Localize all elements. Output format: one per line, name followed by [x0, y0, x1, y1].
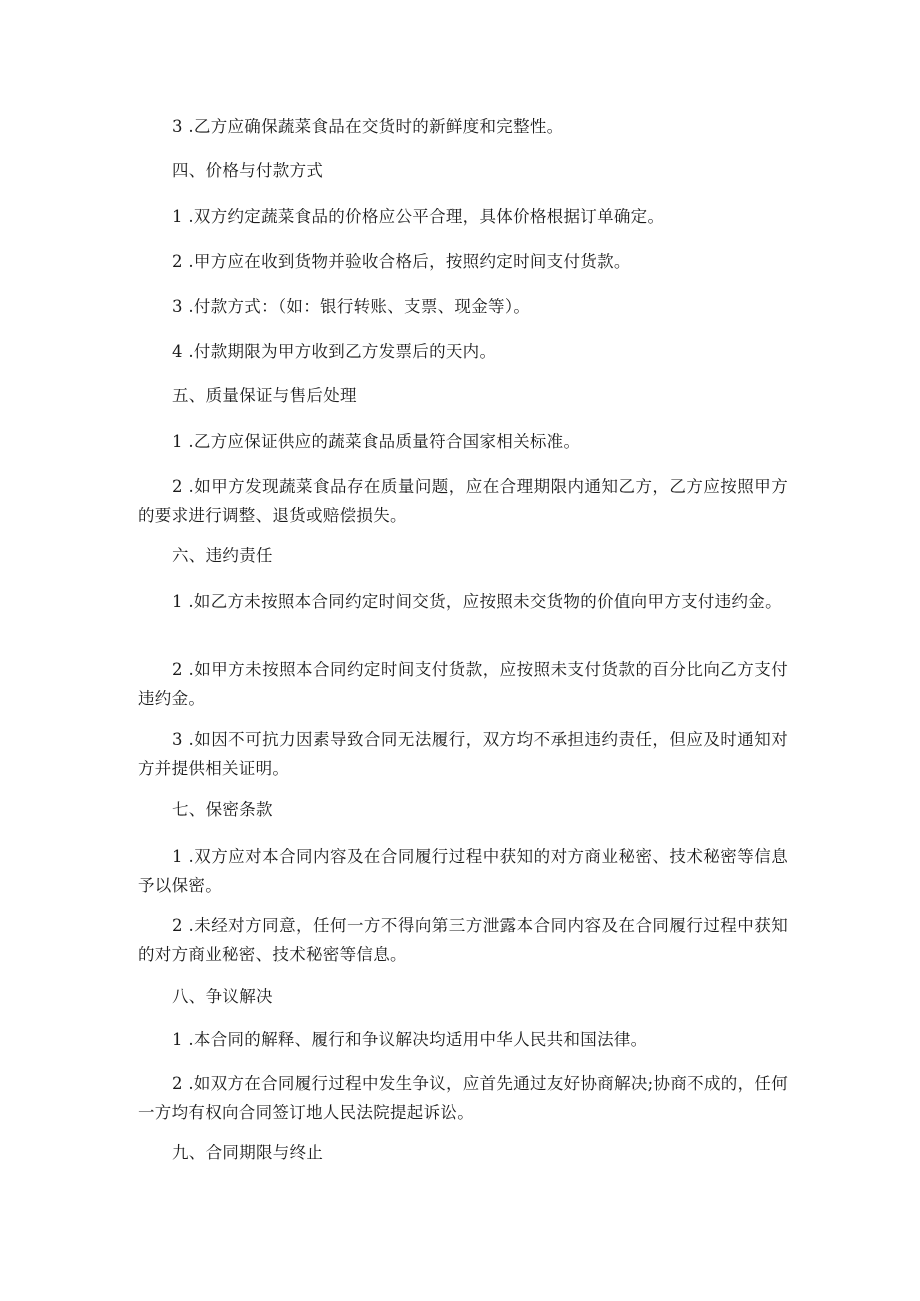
section-heading-4: 四、价格与付款方式: [172, 161, 324, 180]
clause-5-2: 2 .如甲方发现蔬菜食品存在质量问题，应在合理期限内通知乙方，乙方应按照甲方的要求进行调整、退货或赔偿损失。: [138, 477, 788, 525]
clause-3-1-3: 3 .乙方应确保蔬菜食品在交货时的新鲜度和完整性。: [172, 117, 564, 136]
clause-5-1: 1 .乙方应保证供应的蔬菜食品质量符合国家相关标准。: [172, 432, 581, 451]
clause-6-3: 3 .如因不可抗力因素导致合同无法履行，双方均不承担违约责任，但应及时通知对方并提供相关证明。: [138, 730, 788, 778]
clause-7-2: 2 .未经对方同意，任何一方不得向第三方泄露本合同内容及在合同履行过程中获知的对方商业秘密、技术秘密等信息。: [138, 916, 788, 964]
clause-4-4: 4 .付款期限为甲方收到乙方发票后的天内。: [172, 342, 497, 361]
clause-4-1: 1 .双方约定蔬菜食品的价格应公平合理，具体价格根据订单确定。: [172, 207, 665, 226]
clause-8-1: 1 .本合同的解释、履行和争议解决均适用中华人民共和国法律。: [172, 1030, 648, 1049]
clause-6-2: 2 .如甲方未按照本合同约定时间支付货款，应按照未支付货款的百分比向乙方支付违约金。: [138, 660, 788, 708]
section-heading-8: 八、争议解决: [172, 987, 273, 1006]
section-heading-6: 六、违约责任: [172, 546, 273, 565]
clause-7-1: 1 .双方应对本合同内容及在合同履行过程中获知的对方商业秘密、技术秘密等信息予以保密。: [138, 847, 788, 895]
clause-4-2: 2 .甲方应在收到货物并验收合格后，按照约定时间支付货款。: [172, 252, 631, 271]
section-heading-5: 五、质量保证与售后处理: [172, 386, 357, 405]
clause-4-3: 3 .付款方式：（如：银行转账、支票、现金等）。: [172, 297, 531, 316]
clause-8-2: 2 .如双方在合同履行过程中发生争议，应首先通过友好协商解决;协商不成的，任何一方均有权向合同签订地人民法院提起诉讼。: [138, 1074, 788, 1122]
clause-6-1: 1 .如乙方未按照本合同约定时间交货，应按照未交货物的价值向甲方支付违约金。: [172, 592, 782, 611]
section-heading-7: 七、保密条款: [172, 800, 273, 819]
section-heading-9: 九、合同期限与终止: [172, 1143, 324, 1162]
